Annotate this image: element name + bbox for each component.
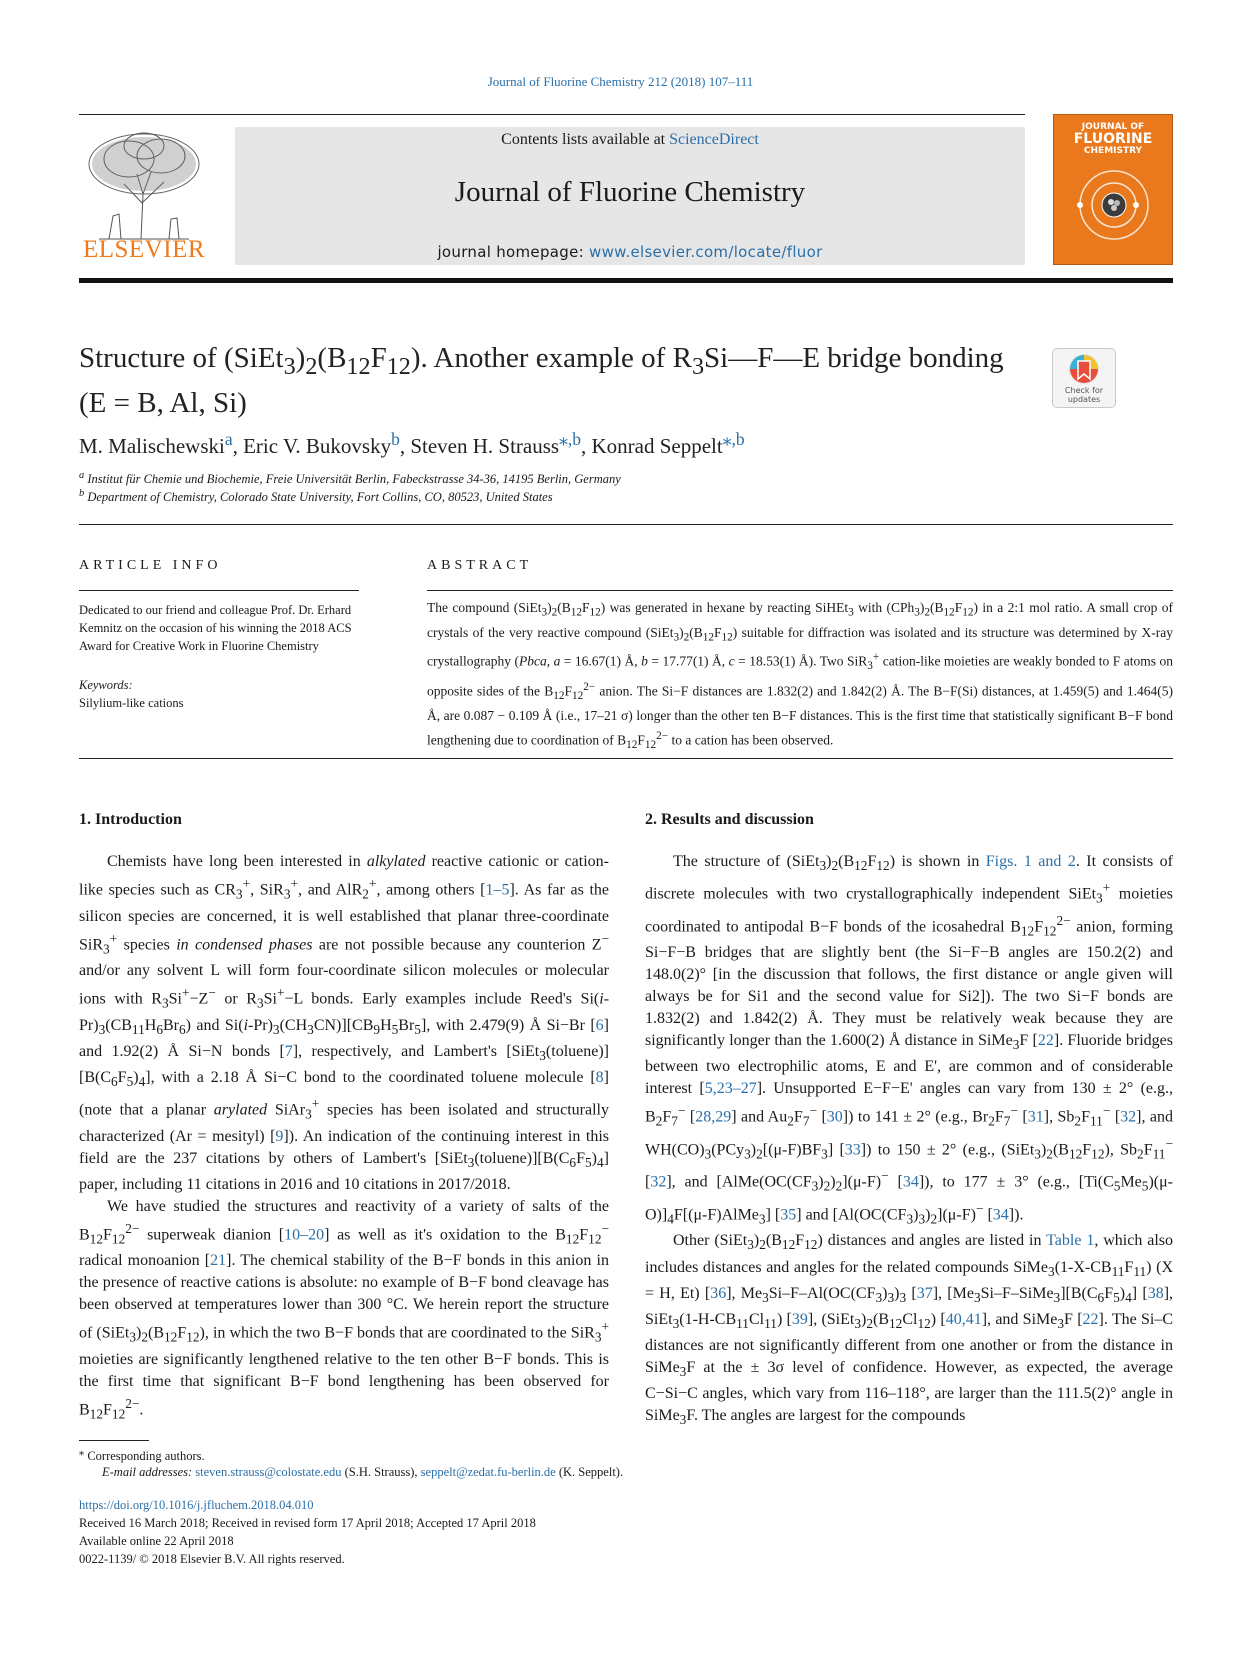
ref-link[interactable]: 38 <box>1147 1284 1164 1302</box>
paragraph: Chemists have long been interested in alkylated reactive cationic or cation-like species such as $CR_3^+$, SiR$_3$+, and AlR$_2$+, among others [1–5]. As far as the silicon species are concerned, it is well established that planar three-coordinate SiR$_3$+ species in condensed phases are not possible because any counterion Z− and/or any solvent L will form four-coordinate silicon molecules or molecular ions with $R_3Si^+-Z^-$ or $R_3Si^+-L$ bonds. Early examples include Reed's $Si(i-Pr)_3(CB_{11}H_6Br_6)$ and $Si(i-Pr)_3(CH_3CN)][CB_9H_5Br_5]$, with 2.479(9) Å Si−Br [6] and 1.92(2) Å Si−N bonds [7], respectively, and Lambert's $[SiEt_3(toluene)][B(C_6F_5)_4]$, with a 2.18 Å Si−C bond to the coordinated toluene molecule [8] (note that a planar arylated SiAr$_3$+ species has been isolated and structurally characterized (Ar = mesityl) [9]). An indication of the continuing interest in this field are the 237 citations by others of Lambert's $[SiEt_3(toluene)][B(C_6F_5)_4]$ paper, including 11 citations in 2016 and 10 citations in 2017/2018. <box>79 853 610 1193</box>
masthead-rule <box>79 114 1025 115</box>
title-part: ) <box>295 342 306 374</box>
journal-citation[interactable] <box>0 74 1241 90</box>
contents-line <box>235 131 1025 149</box>
title-subscript: 12 <box>346 352 371 380</box>
doi-link[interactable]: https://doi.org/10.1016/j.jfluchem.2018.04.010 <box>79 1498 314 1512</box>
author-affiliation-mark[interactable]: ⁎,b <box>722 429 745 449</box>
author-affiliation-mark[interactable]: b <box>391 429 400 449</box>
copyright: 0022-1139/ © 2018 Elsevier B.V. All rights reserved. <box>79 1552 345 1566</box>
ref-link[interactable]: 22 <box>1082 1311 1099 1329</box>
email-owner: (K. Seppelt). <box>555 1465 624 1479</box>
ref-link[interactable]: 33 <box>844 1141 861 1159</box>
received-dates: Received 16 March 2018; Received in revised form 17 April 2018; Accepted 17 April 2018 <box>79 1516 536 1530</box>
ref-link[interactable]: 10–20 <box>284 1226 325 1244</box>
email-owner: (S.H. Strauss), <box>341 1465 421 1479</box>
ref-link[interactable]: 8 <box>595 1068 604 1086</box>
affiliation-mark: a <box>79 470 85 481</box>
dedication: Dedicated to our friend and colleague Prof. Dr. Erhard Kemnitz on the occasion of his winning the 2018 ACS Award for Creative Work in Fluorine Chemistry <box>79 603 352 653</box>
ref-link[interactable]: 9 <box>275 1127 284 1145</box>
author-affiliation-mark[interactable]: a <box>224 429 233 449</box>
footnote-rule <box>79 1440 149 1441</box>
table-link[interactable]: Table 1 <box>1046 1232 1095 1250</box>
section-heading-results: 2. Results and discussion <box>645 811 814 828</box>
title-subscript: 12 <box>386 352 411 380</box>
paragraph: We have studied the structures and reactivity of a variety of salts of the $B_{12}F_{12}^{2-}$ superweak dianion [10–20] as well as it's oxidation to the $B_{12}F_{12}^-$ radical monoanion [21]. The chemical stability of the B−F bonds in this anion in the presence of reactive cations is absolute: no example of B−F bond cleavage has been observed at temperatures lower than 300 °C. We herein report the structure of $(SiEt_3)_2(B_{12}F_{12})$, in which the two B−F bonds that are coordinated to the SiR$_3$+ moieties are significantly lengthened relative to the ten other B−F bonds. This is the first time that significant B−F bond lengthening has been observed for $B_{12}F_{12}^{2-}$. <box>79 1197 610 1422</box>
journal-cover-image[interactable] <box>1053 114 1173 265</box>
title-subscript: 3 <box>283 352 296 380</box>
check-for-updates-button[interactable] <box>1052 348 1116 408</box>
introduction-body <box>79 851 609 1425</box>
email-addresses <box>102 1465 623 1480</box>
paragraph: Other $(SiEt_3)_2(B_{12}F_{12})$ distances and angles are listed in Table 1, which also includes distances and angles for the related compounds $SiMe_3(1-X-CB_{11}F_{11}) (X = H$, Et) [36], $Me_3Si-F-Al(OC(CF_3)_3)_3$ [37], $[Me_3Si-F-SiMe_3][B(C_6F_5)_4]$ [38], $SiEt_3(1-H-CB_{11}Cl_{11})$ [39], $(SiEt_3)_2(B_{12}Cl_{12})$ [40,41], and SiMe$_3$F [22]. The Si–C distances are not significantly different from one another or from the distance in SiMe$_3$F at the ± 3σ level of confidence. However, as expected, the average C−Si−C angles, which vary from 116–118°, are larger than the 111.5(2)° angle in SiMe$_3$F. The angles are largest for the compounds <box>645 1232 1174 1428</box>
article-title <box>79 340 1039 422</box>
corresponding-authors-note <box>79 1446 205 1464</box>
title-part: (B <box>317 342 347 374</box>
elsevier-tree-icon <box>79 124 209 242</box>
cover-title-line-1: JOURNAL OF <box>1081 122 1145 132</box>
crossmark-label-line-1: Check for <box>1064 386 1104 395</box>
title-subscript: 2 <box>305 352 318 380</box>
results-body <box>645 851 1173 1432</box>
ref-link[interactable]: 36 <box>710 1284 727 1302</box>
title-line-2: (E = B, Al, Si) <box>79 386 247 419</box>
ref-link[interactable]: 1–5 <box>485 881 510 899</box>
author-name: Steven H. Strauss <box>410 434 560 458</box>
contents-prefix: Contents lists available at <box>501 131 670 148</box>
citation-link[interactable]: Journal of Fluorine Chemistry 212 (2018) 107–111 <box>487 74 754 89</box>
ref-link[interactable]: 35 <box>780 1206 797 1224</box>
figure-link[interactable]: Figs. 1 and 2 <box>985 853 1076 870</box>
footnote-mark: ⁎ <box>79 1447 85 1458</box>
section-rule <box>79 524 1173 525</box>
ref-link[interactable]: 34 <box>992 1206 1009 1224</box>
atom-icon <box>1074 165 1154 245</box>
homepage-link[interactable]: www.elsevier.com/locate/fluor <box>589 243 823 261</box>
affiliation <box>79 470 621 487</box>
corresponding-text: Corresponding authors. <box>87 1449 205 1464</box>
email-link-seppelt[interactable]: seppelt@zedat.fu-berlin.de <box>420 1465 556 1479</box>
abstract-rule <box>427 590 1173 591</box>
available-online: Available online 22 April 2018 <box>79 1534 234 1548</box>
ref-link[interactable]: 22 <box>1037 1032 1054 1050</box>
author-affiliation-mark[interactable]: ⁎,b <box>559 429 581 449</box>
abstract-heading: ABSTRACT <box>427 558 533 573</box>
abstract-bottom-rule <box>79 758 1173 759</box>
title-part: Si—F—E bridge bonding <box>704 342 1004 374</box>
keyword: Silylium-like cations <box>79 696 184 710</box>
author-list: M. Malischewski$^a$, Eric V. Bukovsky$^b$, Steven H. Strauss$^{⁎,b}$, Konrad Seppelt$^{⁎,b}$ <box>79 429 745 458</box>
crossmark-label-line-2: updates <box>1067 395 1101 404</box>
journal-name: Journal of Fluorine Chemistry <box>454 176 806 208</box>
doi[interactable] <box>79 1498 314 1513</box>
ref-link[interactable]: 28,29 <box>695 1108 732 1126</box>
title-part: ). Another example of R <box>410 342 692 374</box>
journal-header-band <box>235 127 1025 265</box>
article-info-heading: ARTICLE INFO <box>79 558 222 573</box>
ref-link[interactable]: 37 <box>916 1284 933 1302</box>
ref-link[interactable]: 31 <box>1027 1108 1044 1126</box>
sciencedirect-link[interactable]: ScienceDirect <box>669 131 759 148</box>
paragraph: The structure of $(SiEt_3)_2(B_{12}F_{12})$ is shown in Figs. 1 and 2. It consists of discrete molecules with two crystallographically independent SiEt$_3$+ moieties coordinated to antipodal B−F bonds of the icosahedral $B_{12}F_{12}^{2-}$ anion, forming Si−F−B bridges that are slightly bent (the Si−F−B angles are 150.2(2) and 148.0(2)° [in the discussion that follows, the first distance or angle given will always be for Si1 and the second value for Si2]). The two Si−F bonds are 1.832(2) and 1.842(2) Å. They must be relatively weak because they are significantly longer than the 1.600(2) Å distance in SiMe$_3$F [22]. Fluoride bridges between two electrophilic atoms, E and E', are common and of considerable interest [5,23–27]. Unsupported E−F−E' angles can vary from 130 ± 2° (e.g., $B_2F_7^-$ [28,29] and $Au_2F_7^-$ [30]) to 141 ± 2° (e.g., $Br_2F_7^-$ [31], $Sb_2F_{11}^-$ [32], and $WH(CO)_3(PCy_3)_2[(\mu-F)BF_3]$ [33]) to 150 ± 2° (e.g., $(SiEt_3)_2(B_{12}F_{12})$, $Sb_2F_{11}^-$ [32], and $[AlMe(OC(CF_3)_2)_2](\mu-F)^-$ [34]), to 177 ± 3° (e.g., $[Ti(C_5Me_5)(\mu-O)]_4F[(\mu-F)AlMe_3]$ [35] and $[Al(OC(CF_3)_3)_2](\mu-F)^-$ [34]). <box>645 853 1174 1227</box>
elsevier-logo[interactable] <box>79 124 209 264</box>
title-part: Structure of (SiEt <box>79 342 284 374</box>
section-heading-introduction: 1. Introduction <box>79 811 182 828</box>
affiliation-text: Institut für Chemie und Biochemie, Freie Universität Berlin, Fabeckstrasse 34-36, 14195 Berlin, Germany <box>87 472 621 487</box>
affiliation-text: Department of Chemistry, Colorado State University, Fort Collins, CO, 80523, United States <box>87 490 553 505</box>
publisher-name: ELSEVIER <box>82 236 206 263</box>
email-label: E-mail addresses: <box>102 1465 193 1479</box>
article-info-rule <box>79 590 359 591</box>
ref-link[interactable]: 5,23–27 <box>704 1080 757 1098</box>
ref-link[interactable]: 39 <box>791 1311 808 1329</box>
email-link-strauss[interactable]: steven.strauss@colostate.edu <box>195 1465 342 1479</box>
homepage-prefix: journal homepage: <box>437 243 590 261</box>
ref-link[interactable]: 6 <box>595 1016 604 1034</box>
ref-link[interactable]: 40,41 <box>945 1311 982 1329</box>
author-name: M. Malischewski <box>79 434 225 458</box>
homepage-line <box>235 243 1025 261</box>
affiliation-mark: b <box>79 488 85 499</box>
ref-link[interactable]: 21 <box>210 1252 227 1270</box>
ref-link[interactable]: 30 <box>826 1108 843 1126</box>
author-name: Eric V. Bukovsky <box>243 434 392 458</box>
ref-link[interactable]: 32 <box>1120 1108 1137 1126</box>
cover-title-line-3: CHEMISTRY <box>1083 146 1143 157</box>
crossmark-label <box>1053 386 1115 404</box>
cover-title-line-2: FLUORINE <box>1073 131 1153 148</box>
keywords-label: Keywords: <box>79 678 133 692</box>
ref-link[interactable]: 7 <box>284 1042 293 1060</box>
affiliation <box>79 488 553 505</box>
crossmark-icon <box>1053 349 1115 389</box>
title-part: F <box>370 342 387 374</box>
author-name: Konrad Seppelt <box>591 434 723 458</box>
cover-title <box>1054 123 1172 157</box>
abstract-text: The compound $(SiEt_3)_2(B_{12}F_{12})$ was generated in hexane by reacting SiHEt$_3$ with $(CPh_3)_2(B_{12}F_{12})$ in a 2:1 mol ratio. A small crop of crystals of the very reactive compound $(SiEt_3)_2(B_{12}F_{12})$ suitable for diffraction was isolated and its structure was determined by X-ray crystallography (Pbca, a = 16.67(1) Å, b = 17.77(1) Å, c = 18.53(1) Å). Two SiR$_3$+ cation-like moieties are weakly bonded to F atoms on opposite sides of the $B_{12}F_{12}^{2-}$ anion. The Si−F distances are 1.832(2) and 1.842(2) Å. The B−F(Si) distances, at 1.459(5) and 1.464(5) Å, are 0.087 − 0.109 Å (i.e., 17–21 σ) longer than the other ten B−F distances. This is the first time that statistically significant B−F bond lengthening due to coordination of $B_{12}F_{12}^{2-}$ to a cation has been observed. <box>427 600 1174 751</box>
ref-link[interactable]: 32 <box>650 1173 667 1191</box>
title-subscript: 3 <box>691 352 705 380</box>
masthead-thick-rule <box>79 278 1173 283</box>
ref-link[interactable]: 34 <box>902 1173 919 1191</box>
